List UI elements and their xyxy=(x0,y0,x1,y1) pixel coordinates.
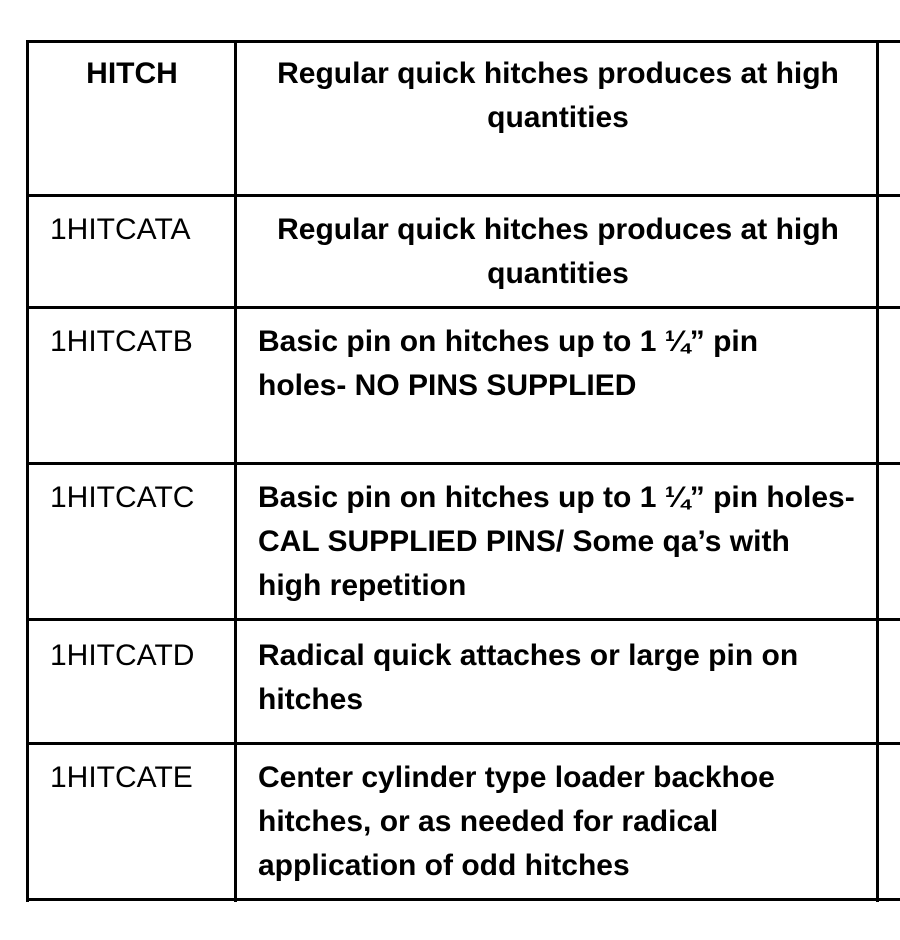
row-divider xyxy=(26,742,900,745)
row-divider xyxy=(26,618,900,621)
table-row-code: 1HITCATA xyxy=(50,213,191,246)
table-row-description: Basic pin on hitches up to 1 ¼” pin holes- CAL SUPPLIED PINS/ Some qa’s with high repetition xyxy=(258,481,855,602)
table-row-code: 1HITCATC xyxy=(50,481,195,514)
column-divider xyxy=(876,40,879,902)
row-divider xyxy=(26,462,900,465)
table-border-top xyxy=(26,40,900,43)
table-row-description: Center cylinder type loader backhoe hitches, or as needed for radical application of odd hitches xyxy=(258,761,775,882)
table-row-code: 1HITCATD xyxy=(50,639,195,672)
row-divider xyxy=(26,194,900,197)
table-border-left xyxy=(26,40,29,902)
table-row-description: Regular quick hitches produces at high quantities xyxy=(277,213,839,290)
table-row-description: Radical quick attaches or large pin on hitches xyxy=(258,639,799,716)
table-row-code: 1HITCATE xyxy=(50,761,193,794)
table-row-code: 1HITCATB xyxy=(50,325,193,358)
column-divider xyxy=(234,40,237,902)
header-description: Regular quick hitches produces at high quantities xyxy=(277,57,839,134)
row-divider xyxy=(26,306,900,309)
header-code: HITCH xyxy=(86,57,178,90)
table-border-bottom xyxy=(26,898,900,901)
table-row-description: Basic pin on hitches up to 1 ¼” pin holes- NO PINS SUPPLIED xyxy=(258,325,759,402)
